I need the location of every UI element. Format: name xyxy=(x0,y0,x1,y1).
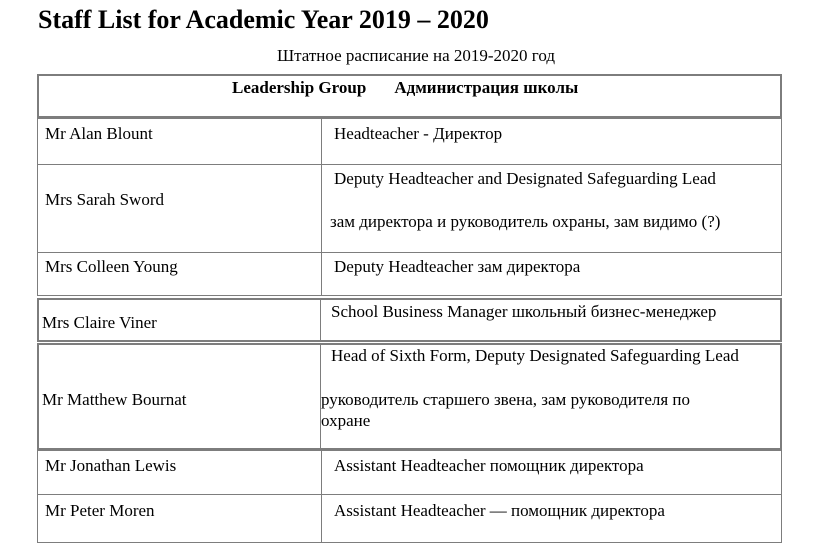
staff-name: Mr Matthew Bournat xyxy=(42,390,187,409)
staff-name: Mr Jonathan Lewis xyxy=(45,456,177,475)
staff-role: Assistant Headteacher помощник директора xyxy=(334,456,644,475)
staff-role: Deputy Headteacher зам директора xyxy=(334,257,581,276)
staff-role: School Business Manager школьный бизнес-менеджер xyxy=(331,302,717,321)
page-title: Staff List for Academic Year 2019 – 2020 xyxy=(38,5,489,34)
staff-role: Assistant Headteacher — помощник директора xyxy=(334,501,665,520)
staff-role-translation: зам директора и руководитель охраны, зам видимо (?) xyxy=(330,212,721,231)
header-label-ru: Администрация школы xyxy=(394,78,579,97)
staff-name: Mrs Colleen Young xyxy=(45,257,178,276)
page-subtitle: Штатное расписание на 2019-2020 год xyxy=(276,46,555,65)
staff-name: Mr Peter Moren xyxy=(45,501,155,520)
staff-role: Headteacher - Директор xyxy=(334,124,503,143)
staff-role: Head of Sixth Form, Deputy Designated Safeguarding Lead xyxy=(331,346,739,365)
staff-name: Mrs Sarah Sword xyxy=(45,190,164,209)
table-header-text xyxy=(232,78,578,98)
staff-role: Deputy Headteacher and Designated Safeguarding Lead xyxy=(334,169,716,188)
staff-role-translation: руководитель старшего звена, зам руководителя по охране xyxy=(321,390,691,430)
table-row-divider xyxy=(320,298,321,342)
staff-name: Mrs Claire Viner xyxy=(42,313,157,332)
header-label-en: Leadership Group xyxy=(232,78,367,97)
staff-name: Mr Alan Blount xyxy=(45,124,153,143)
